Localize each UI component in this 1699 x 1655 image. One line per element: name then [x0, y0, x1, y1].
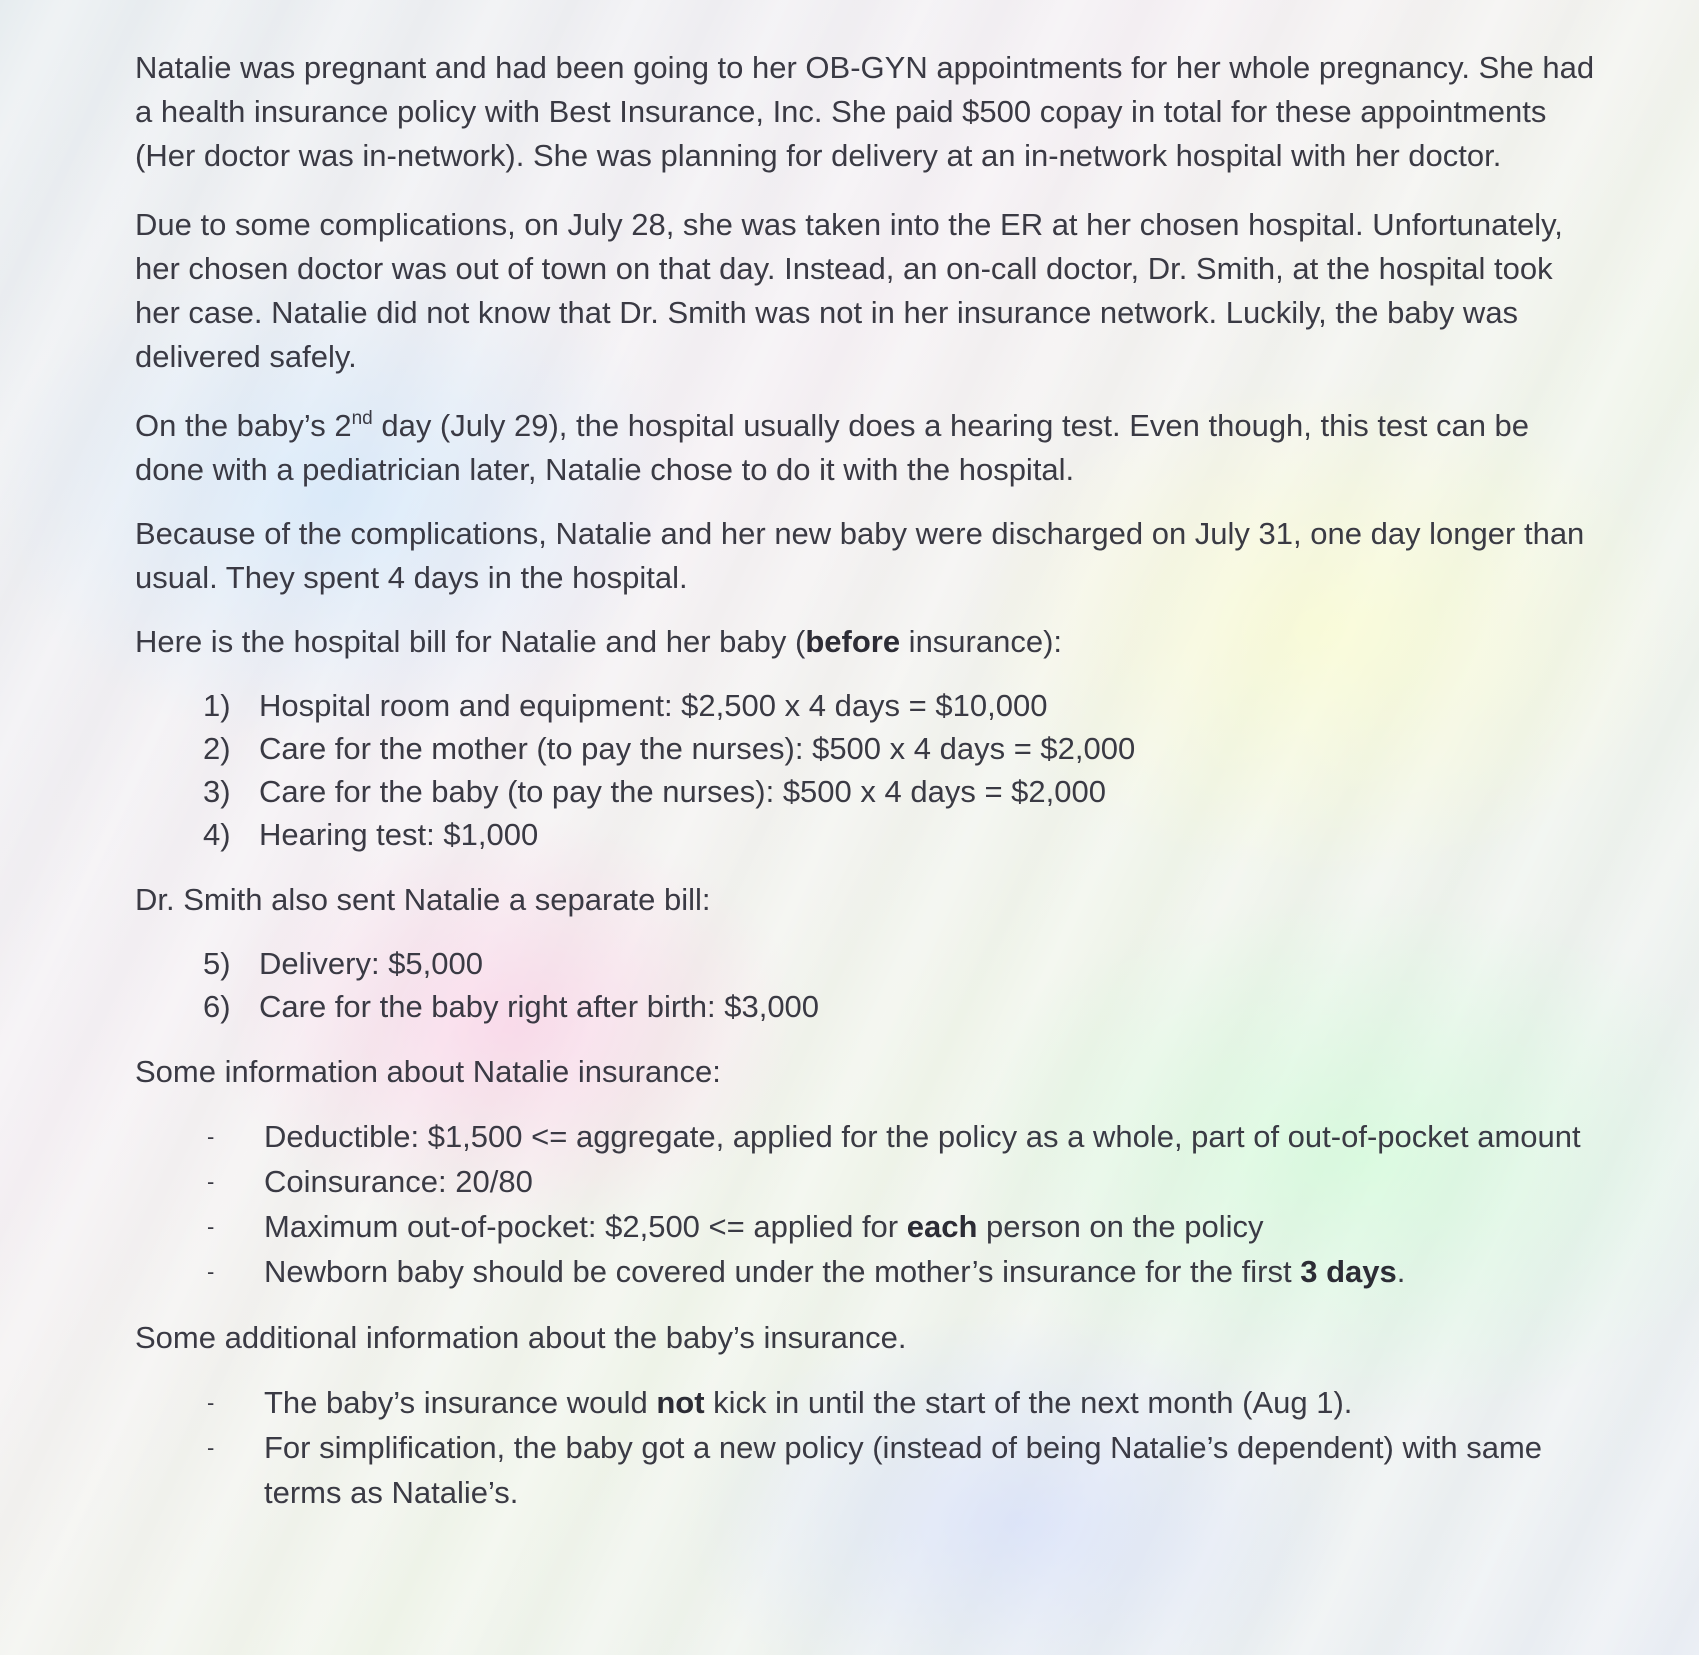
list-item [203, 770, 1599, 813]
max-oop-before: Maximum out-of-pocket: $2,500 <= applied for [264, 1209, 907, 1244]
list-item [203, 942, 1599, 985]
newborn-after: . [1396, 1254, 1406, 1289]
item-text: Care for the baby right after birth: $3,000 [259, 989, 820, 1024]
newborn-before: Newborn baby should be covered under the mother’s insurance for the first [264, 1254, 1301, 1289]
item-text: Hearing test: $1,000 [259, 817, 539, 852]
paragraph-hearing-test [135, 404, 1599, 492]
dash-bullet: - [207, 1124, 215, 1149]
bill-intro-after: insurance): [900, 624, 1063, 659]
ordinal-suffix: nd [351, 408, 373, 429]
doctor-bill-list [135, 942, 1599, 1028]
coinsurance-text: Coinsurance: 20/80 [264, 1164, 533, 1199]
item-text: Delivery: $5,000 [259, 946, 484, 981]
list-item [207, 1425, 1599, 1515]
dash-bullet: - [207, 1435, 215, 1460]
list-item [207, 1204, 1599, 1249]
item-number: 1) [203, 688, 231, 723]
hearing-text-before: On the baby’s 2 [135, 408, 352, 443]
item-number: 2) [203, 731, 231, 766]
paragraph-complications: Due to some complications, on July 28, she was taken into the ER at her chosen hospital. Unfortunately, her chosen doctor was out of town on that day. Instead, an on-call doctor, Dr. Smith, at the hospital took her case. Natalie did not know that Dr. Smith was not in her insurance network. Luckily, the baby was delivered safely. [135, 207, 1563, 374]
item-number: 4) [203, 817, 231, 852]
list-item [203, 684, 1599, 727]
dash-bullet: - [207, 1214, 215, 1239]
list-item [207, 1249, 1599, 1294]
insurance-info-list [135, 1114, 1599, 1294]
dash-bullet: - [207, 1390, 215, 1415]
paragraph-insurance-intro: Some information about Natalie insurance: [135, 1054, 721, 1089]
list-item [207, 1380, 1599, 1425]
list-item [203, 985, 1599, 1028]
item-text: Hospital room and equipment: $2,500 x 4 days = $10,000 [259, 688, 1048, 723]
dash-bullet: - [207, 1169, 215, 1194]
list-item [203, 727, 1599, 770]
newborn-bold: 3 days [1300, 1254, 1397, 1289]
simplification-text: For simplification, the baby got a new policy (instead of being Natalie’s dependent) with same terms as Natalie’s. [264, 1430, 1543, 1510]
paragraph-baby-insurance-intro: Some additional information about the baby’s insurance. [135, 1320, 907, 1355]
hearing-text-after: day (July 29), the hospital usually does a hearing test. Even though, this test can be done with a pediatrician later, Natalie chose to do it with the hospital. [135, 408, 1530, 487]
baby-insurance-list [135, 1380, 1599, 1515]
deductible-text: Deductible: $1,500 <= aggregate, applied for the policy as a whole, part of out-of-pocket amount [264, 1119, 1581, 1154]
hospital-bill-list [135, 684, 1599, 856]
max-oop-after: person on the policy [977, 1209, 1264, 1244]
bill-intro-bold: before [805, 624, 901, 659]
kick-in-after: kick in until the start of the next month (Aug 1). [704, 1385, 1353, 1420]
kick-in-bold: not [656, 1385, 705, 1420]
kick-in-before: The baby’s insurance would [264, 1385, 657, 1420]
kick-in-text [264, 1380, 1599, 1425]
paragraph-discharge: Because of the complications, Natalie and her new baby were discharged on July 31, one day longer than usual. They spent 4 days in the hospital. [135, 516, 1585, 595]
max-oop-bold: each [906, 1209, 978, 1244]
paragraph-pregnancy: Natalie was pregnant and had been going to her OB-GYN appointments for her whole pregnancy. She had a health insurance policy with Best Insurance, Inc. She paid $500 copay in total for these appointments (Her doctor was in-network). She was planning for delivery at an in-network hospital with her doctor. [135, 50, 1595, 173]
list-item [207, 1159, 1599, 1204]
bill-intro-before: Here is the hospital bill for Natalie and her baby ( [135, 624, 806, 659]
item-number: 5) [203, 946, 231, 981]
item-number: 6) [203, 989, 231, 1024]
paragraph-hospital-bill-intro [135, 620, 1599, 664]
dash-bullet: - [207, 1259, 215, 1284]
item-number: 3) [203, 774, 231, 809]
newborn-coverage-text [264, 1249, 1599, 1294]
max-out-of-pocket-text [264, 1204, 1599, 1249]
list-item [207, 1114, 1599, 1159]
list-item [203, 813, 1599, 856]
item-text: Care for the baby (to pay the nurses): $500 x 4 days = $2,000 [259, 774, 1106, 809]
paragraph-doctor-bill-intro: Dr. Smith also sent Natalie a separate bill: [135, 882, 711, 917]
item-text: Care for the mother (to pay the nurses): $500 x 4 days = $2,000 [259, 731, 1136, 766]
